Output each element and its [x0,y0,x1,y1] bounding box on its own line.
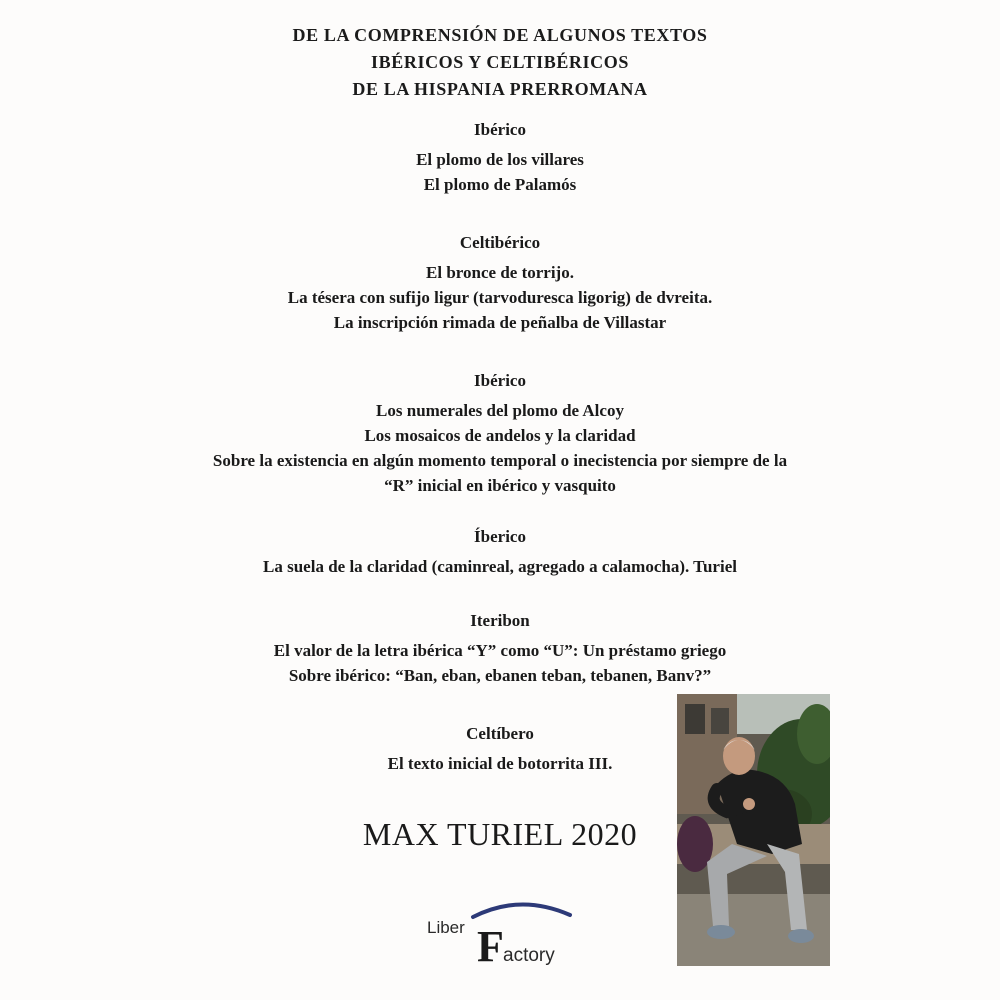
section-item: El valor de la letra ibérica “Y” como “U”: Un préstamo griego [273,641,727,660]
publisher-word-actory: actory [503,945,555,966]
section-item: Los numerales del plomo de Alcoy [376,401,624,420]
author-year: MAX TURIEL 2020 [362,816,638,852]
publisher-word-liber: Liber [427,918,465,937]
section-item: Los mosaicos de andelos y la claridad [364,426,636,445]
publisher-logo [425,895,575,975]
section-item: La inscripción rimada de peñalba de Villastar [333,313,667,332]
section-item: El plomo de Palamós [423,175,577,194]
section-heading: Íberico [474,527,526,546]
section-heading: Ibérico [474,371,526,390]
section-iberico-1 [0,117,1000,197]
section-iteribon [0,608,1000,688]
section-item: Sobre ibérico: “Ban, eban, ebanen teban, tebanen, Banv?” [288,666,712,685]
section-item: La tésera con sufijo ligur (tarvoduresca ligorig) de dvreita. [287,288,713,307]
section-item: “R” inicial en ibérico y vasquito [384,476,616,495]
section-iberico-2 [0,368,1000,498]
section-heading: Celtibérico [459,233,541,252]
book-title [0,22,1000,103]
section-iberico-3 [0,524,1000,579]
logo-swoosh [473,904,570,917]
section-heading: Celtíbero [466,724,534,743]
title-line: IBÉRICOS Y CELTIBÉRICOS [371,52,629,72]
section-celtiberico [0,230,1000,335]
section-heading: Iteribon [470,611,530,630]
section-celtibero [250,721,750,776]
section-item: El texto inicial de botorrita III. [387,754,613,773]
section-item: El plomo de los villares [416,150,584,169]
title-line: DE LA COMPRENSIÓN DE ALGUNOS TEXTOS [292,25,708,45]
section-item: Sobre la existencia en algún momento temporal o inecistencia por siempre de la [212,451,788,470]
section-item: La suela de la claridad (caminreal, agregado a calamocha). Turiel [263,557,737,576]
section-heading: Ibérico [474,120,526,139]
author-photo [677,694,830,966]
title-line: DE LA HISPANIA PRERROMANA [352,79,648,99]
section-item: El bronce de torrijo. [426,263,574,282]
publisher-initial-f: F [477,922,504,971]
